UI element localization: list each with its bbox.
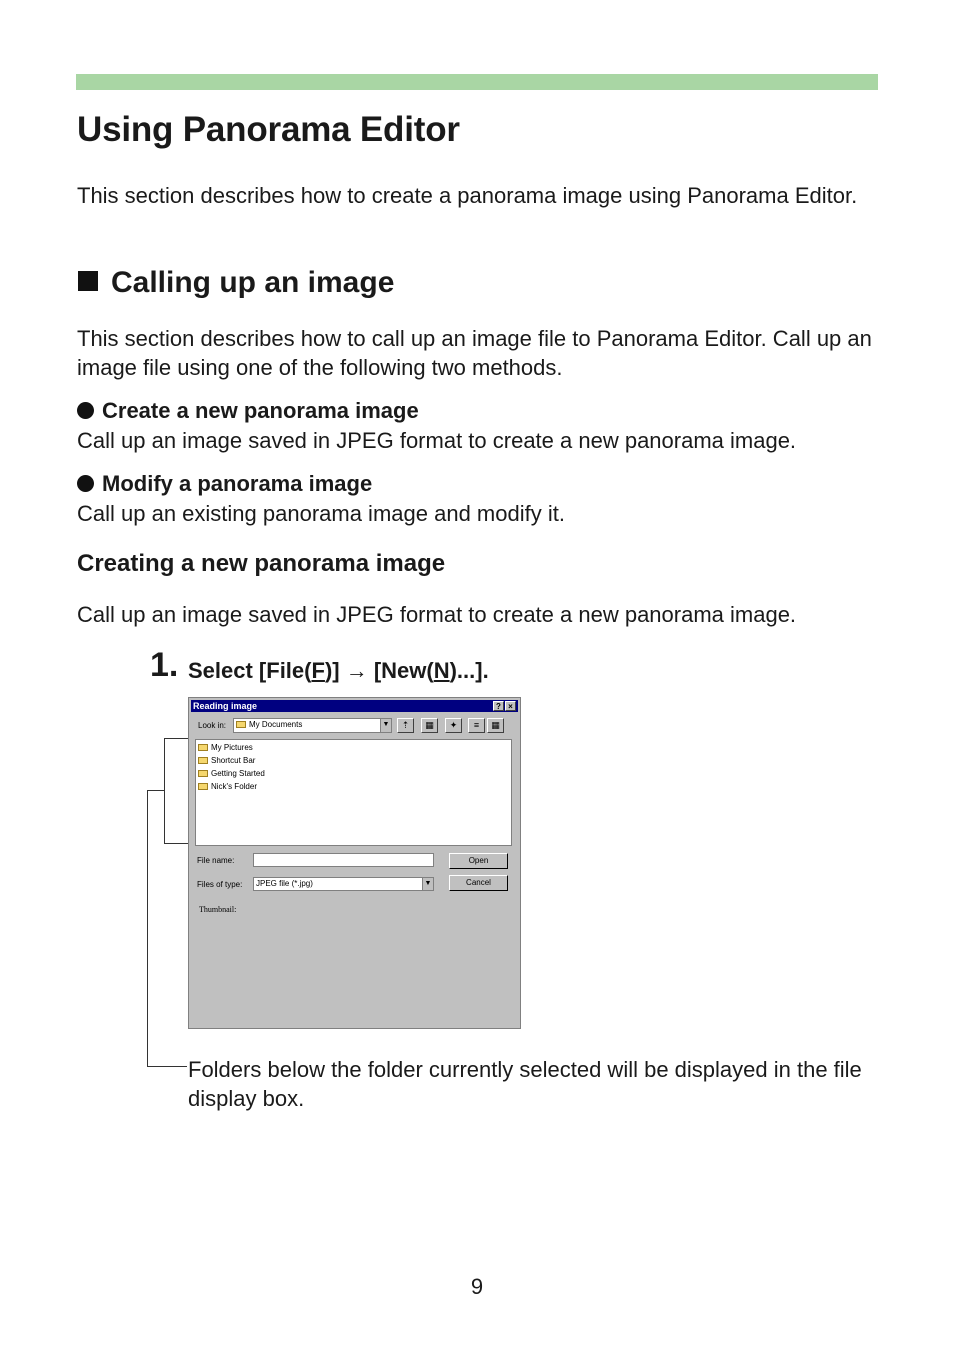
file-name-field[interactable] <box>253 853 434 867</box>
subsection-heading: Creating a new panorama image <box>77 550 446 577</box>
callout-bracket-top <box>164 738 188 739</box>
callout-line-vertical <box>147 790 148 1067</box>
file-type-dropdown[interactable]: JPEG file (*.jpg) ▼ <box>253 877 434 891</box>
list-item[interactable]: Shortcut Bar <box>198 755 255 766</box>
reading-image-dialog <box>188 697 521 1029</box>
square-bullet-icon <box>78 271 98 291</box>
help-button[interactable]: ? <box>493 701 504 711</box>
file-type-label: Files of type: <box>197 880 243 889</box>
details-view-icon[interactable]: ▦ <box>487 718 504 733</box>
chevron-down-icon: ▼ <box>422 878 433 890</box>
subsection-text: Call up an image saved in JPEG format to create a new panorama image. <box>77 602 797 627</box>
list-view-icon[interactable]: ≡ <box>468 718 485 733</box>
method-create-title: Create a new panorama image <box>77 398 419 424</box>
chevron-down-icon: ▼ <box>380 719 391 732</box>
close-button[interactable]: × <box>505 701 516 711</box>
folder-icon <box>198 757 208 764</box>
section-heading <box>78 266 394 300</box>
step-instruction: Select [File(F)] → [New(N)...]. <box>188 658 489 683</box>
new-folder-icon[interactable]: ✦ <box>445 718 462 733</box>
list-item[interactable]: Nick's Folder <box>198 781 257 792</box>
dialog-title: Reading image <box>193 701 258 711</box>
cancel-button[interactable]: Cancel <box>449 875 508 891</box>
dialog-titlebar <box>191 700 518 712</box>
open-button[interactable]: Open <box>449 853 508 869</box>
page-number: 9 <box>470 1274 484 1299</box>
desktop-icon[interactable]: ▦ <box>421 718 438 733</box>
callout-line-horizontal <box>147 1066 187 1067</box>
look-in-label: Look in: <box>198 721 227 730</box>
header-bar <box>76 74 878 90</box>
thumbnail-label: Thumbnail: <box>199 905 237 914</box>
folder-icon <box>198 744 208 751</box>
bullet-dot-icon <box>77 475 94 492</box>
up-folder-icon[interactable]: ⇡ <box>397 718 414 733</box>
section-description: This section describes how to call up an image file to Panorama Editor. Call up an image file using one of the following two methods. <box>77 326 872 380</box>
look-in-dropdown[interactable]: My Documents ▼ <box>233 718 392 733</box>
list-item[interactable]: Getting Started <box>198 768 265 779</box>
intro-paragraph: This section describes how to create a panorama image using Panorama Editor. <box>77 183 858 208</box>
file-display-box[interactable] <box>195 739 512 846</box>
page-title: Using Panorama Editor <box>77 110 460 149</box>
file-name-label: File name: <box>197 856 235 865</box>
method-create-text: Call up an image saved in JPEG format to create a new panorama image. <box>77 428 797 453</box>
callout-bracket <box>164 738 165 844</box>
folder-icon <box>236 721 246 728</box>
folder-icon <box>198 783 208 790</box>
callout-connector <box>147 790 165 791</box>
step-number: 1. <box>150 646 179 684</box>
list-item[interactable]: My Pictures <box>198 742 253 753</box>
section-heading-text: Calling up an image <box>111 266 395 299</box>
callout-caption: Folders below the folder currently selected will be displayed in the file display box. <box>188 1057 862 1111</box>
bullet-dot-icon <box>77 402 94 419</box>
callout-bracket-bottom <box>164 843 188 844</box>
method-modify-title: Modify a panorama image <box>77 471 372 497</box>
method-modify-text: Call up an existing panorama image and modify it. <box>77 501 565 526</box>
folder-icon <box>198 770 208 777</box>
